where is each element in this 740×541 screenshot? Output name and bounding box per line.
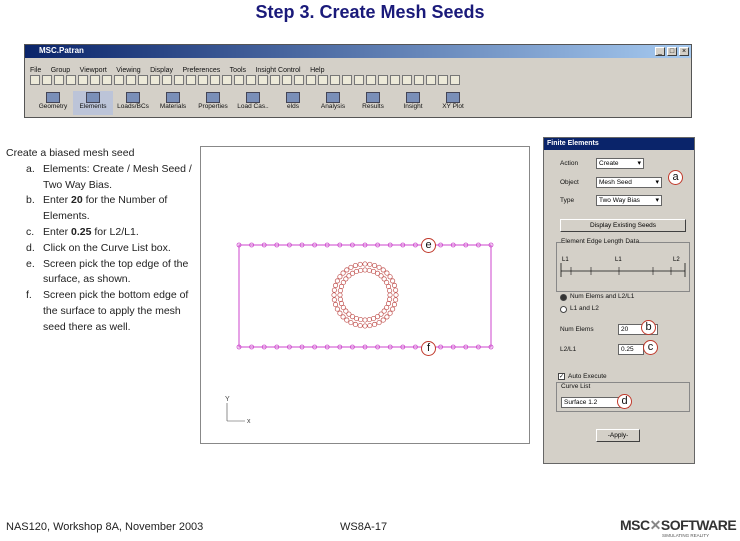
- hole-seed: [333, 302, 337, 306]
- app-load-cases[interactable]: [233, 91, 273, 115]
- hole-seed: [349, 320, 353, 324]
- app-label: Load Cas..: [237, 103, 269, 110]
- app-label: Loads/BCs: [117, 103, 149, 110]
- step-c: [6, 225, 196, 241]
- shrink-icon[interactable]: [366, 75, 376, 85]
- hole-seed: [354, 269, 358, 273]
- properties-icon: [206, 92, 220, 103]
- app-label: Properties: [198, 103, 228, 110]
- hole-seed: [381, 318, 385, 322]
- menu-tools[interactable]: Tools: [229, 67, 247, 74]
- step-letter: f.: [26, 289, 32, 302]
- app-label: Insight: [403, 103, 423, 110]
- instructions-lead: Create a biased mesh seed: [6, 147, 135, 159]
- hole-seed: [363, 318, 367, 322]
- instructions: [6, 146, 196, 336]
- app-label: Analysis: [320, 103, 346, 110]
- mesh-display-icon[interactable]: [330, 75, 340, 85]
- hole-seed: [385, 271, 389, 275]
- app-materials[interactable]: [153, 91, 193, 115]
- fields-icon: [286, 92, 300, 103]
- group-label: Element Edge Length Data: [561, 238, 640, 245]
- hole-seed: [390, 307, 394, 311]
- radio-num-elems-label: Num Elems and L2/L1: [570, 293, 635, 300]
- type-label: Type: [560, 197, 575, 204]
- copy-icon[interactable]: [78, 75, 88, 85]
- plot-erase-icon[interactable]: [306, 75, 316, 85]
- maximize-icon[interactable]: □: [667, 47, 677, 56]
- hole-seed: [392, 302, 396, 306]
- hole-seed: [338, 311, 342, 315]
- app-geometry[interactable]: [33, 91, 73, 115]
- app-elements[interactable]: [73, 91, 113, 115]
- hole-seed: [390, 279, 394, 283]
- xy-plot-icon: [446, 92, 460, 103]
- num-elems-label: Num Elems: [560, 326, 594, 333]
- hole-seed: [393, 288, 397, 292]
- app-fields[interactable]: [273, 91, 313, 115]
- hole-seed: [358, 262, 362, 266]
- step-text: Enter: [43, 194, 72, 207]
- axis-y-label: Y: [225, 396, 230, 403]
- display-existing-seeds-button[interactable]: Display Existing Seeds: [560, 219, 686, 232]
- menu-display[interactable]: Display: [150, 67, 174, 74]
- step-value: 20: [71, 194, 83, 207]
- hole-seed: [372, 322, 376, 326]
- hole-seed: [335, 307, 339, 311]
- patran-applications: [29, 91, 689, 117]
- callout-c: c: [643, 340, 658, 355]
- step-d: [6, 241, 196, 257]
- hole-seed: [387, 288, 391, 292]
- callout-b: b: [641, 320, 656, 335]
- curve-list-label: Curve List: [561, 383, 591, 390]
- zoom-in-icon[interactable]: [162, 75, 172, 85]
- ratio-label: L2/L1: [560, 346, 577, 353]
- radio-num-elems[interactable]: [560, 294, 567, 301]
- instructions-list: [6, 162, 196, 336]
- label-icon[interactable]: [282, 75, 292, 85]
- top-view-icon[interactable]: [210, 75, 220, 85]
- render-icon[interactable]: [390, 75, 400, 85]
- hole-seed: [358, 317, 362, 321]
- finite-elements-panel: [543, 137, 695, 464]
- hole-seed: [386, 284, 390, 288]
- step-text: Click on the Curve List box.: [43, 241, 171, 254]
- curve-list-input[interactable]: Surface 1.2: [561, 397, 629, 408]
- hole-seed: [363, 324, 367, 328]
- step-letter: d.: [26, 241, 35, 254]
- node-size-icon[interactable]: [294, 75, 304, 85]
- patran-menubar: [25, 59, 691, 74]
- logo-tagline: SIMULATING REALITY: [662, 533, 710, 538]
- hole-seed: [388, 293, 392, 297]
- auto-execute-label: Auto Execute: [568, 373, 607, 380]
- results-icon: [366, 92, 380, 103]
- menu-insight-control[interactable]: Insight Control: [255, 67, 301, 74]
- new-file-icon[interactable]: [30, 75, 40, 85]
- radio-l1-l2-label: L1 and L2: [570, 305, 599, 312]
- hole-seed: [394, 293, 398, 297]
- hole-seed: [385, 315, 389, 319]
- action-label: Action: [560, 160, 579, 167]
- light-icon[interactable]: [402, 75, 412, 85]
- zoom-out-icon[interactable]: [174, 75, 184, 85]
- step-text: Elements: Create / Mesh Seed / Two Way Bias.: [43, 162, 192, 191]
- edge-length-group: [556, 238, 690, 292]
- step-letter: e.: [26, 257, 35, 270]
- step-letter: a.: [26, 162, 35, 175]
- display-list-icon[interactable]: [414, 75, 424, 85]
- menu-preferences[interactable]: Preferences: [182, 67, 221, 74]
- mesh-seeds: [237, 243, 493, 349]
- hole-seed: [345, 268, 349, 272]
- elements-icon: [86, 92, 100, 103]
- hole-seed: [345, 318, 349, 322]
- step-text: for L2/L1.: [91, 225, 139, 238]
- hole-seed: [338, 288, 342, 292]
- load-cases-icon: [246, 92, 260, 103]
- step-b: [6, 193, 196, 225]
- hole-seed: [332, 288, 336, 292]
- materials-icon: [166, 92, 180, 103]
- bias-diagram: [557, 243, 689, 289]
- apply-button[interactable]: -Apply-: [596, 429, 640, 442]
- rotate-icon[interactable]: [138, 75, 148, 85]
- hole-seed: [358, 323, 362, 327]
- step-e: [6, 257, 196, 289]
- hole-seed: [333, 283, 337, 287]
- footer-course: NAS120, Workshop 8A, November 2003: [6, 521, 204, 533]
- step-text: for the Number of Elements.: [43, 194, 168, 223]
- hole-seed: [368, 262, 372, 266]
- callout-e: e: [421, 238, 436, 253]
- hole-seed: [353, 322, 357, 326]
- hole-seed: [372, 263, 376, 267]
- hole-seed: [388, 275, 392, 279]
- hole-seed: [338, 297, 342, 301]
- free-edges-icon[interactable]: [354, 75, 364, 85]
- refresh-icon[interactable]: [126, 75, 136, 85]
- misc-icon[interactable]: [438, 75, 448, 85]
- auto-execute-checkbox[interactable]: ✓: [559, 374, 565, 380]
- close-icon[interactable]: ×: [679, 47, 689, 56]
- pan-icon[interactable]: [150, 75, 160, 85]
- type-dropdown[interactable]: Two Way Bias ▾: [596, 195, 662, 206]
- hole-seed: [332, 298, 336, 302]
- show-all-icon[interactable]: [342, 75, 352, 85]
- diagram-l2-right: L2: [673, 257, 680, 263]
- front-view-icon[interactable]: [198, 75, 208, 85]
- view-corners-icon[interactable]: [318, 75, 328, 85]
- analysis-icon: [326, 92, 340, 103]
- panel-title: Finite Elements: [544, 138, 694, 150]
- hole-seed: [367, 268, 371, 272]
- callout-f: f: [421, 341, 436, 356]
- step-letter: c.: [26, 225, 35, 238]
- abort-icon[interactable]: [102, 75, 112, 85]
- diagram-l1-left: L1: [562, 257, 569, 263]
- num-elems-input[interactable]: 20: [618, 324, 658, 335]
- app-label: Geometry: [38, 103, 68, 110]
- hole-seed: [367, 317, 371, 321]
- slide-title: Step 3. Create Mesh Seeds: [255, 2, 485, 22]
- hole-mesh[interactable]: [332, 262, 398, 328]
- model-canvas[interactable]: [201, 147, 529, 443]
- patran-window: [24, 44, 692, 118]
- patran-titlebar: [25, 45, 691, 58]
- surface-outline[interactable]: [239, 245, 491, 347]
- preferences-icon[interactable]: [426, 75, 436, 85]
- graphics-viewport[interactable]: [200, 146, 530, 444]
- object-label: Object: [560, 179, 579, 186]
- hole-seed: [392, 283, 396, 287]
- msc-software-logo: [620, 513, 737, 541]
- hole-seed: [363, 262, 367, 266]
- hole-seed: [393, 298, 397, 302]
- open-file-icon[interactable]: [42, 75, 52, 85]
- menu-group[interactable]: Group: [50, 67, 71, 74]
- loads-icon: [126, 92, 140, 103]
- hole-seed: [339, 301, 343, 305]
- app-results[interactable]: [353, 91, 393, 115]
- fit-view-icon[interactable]: [186, 75, 196, 85]
- app-analysis[interactable]: [313, 91, 353, 115]
- app-properties[interactable]: [193, 91, 233, 115]
- step-a: [6, 162, 196, 194]
- menu-viewing[interactable]: Viewing: [116, 67, 141, 74]
- app-label: Results: [362, 103, 384, 110]
- step-value: 0.25: [71, 225, 92, 238]
- hole-seed: [338, 293, 342, 297]
- hole-seed: [377, 320, 381, 324]
- action-dropdown[interactable]: Create ▾: [596, 158, 644, 169]
- step-text: Screen pick the top edge of the surface, as shown.: [43, 257, 189, 286]
- color-icon[interactable]: [378, 75, 388, 85]
- app-insight[interactable]: [393, 91, 433, 115]
- hole-seed: [388, 311, 392, 315]
- radio-l1-l2[interactable]: [560, 306, 567, 313]
- hole-seed: [387, 297, 391, 301]
- app-loads-bcs[interactable]: [113, 91, 153, 115]
- callout-d: d: [617, 394, 632, 409]
- hole-seed: [341, 315, 345, 319]
- callout-a: a: [668, 170, 683, 185]
- app-label: XY Plot: [442, 103, 464, 110]
- hole-seed: [349, 265, 353, 269]
- axis-x-label: x: [247, 418, 251, 425]
- step-text: Screen pick the bottom edge of the surface to apply the mesh seed there as well.: [43, 289, 189, 333]
- hole-seed: [341, 271, 345, 275]
- menu-file[interactable]: File: [30, 67, 42, 74]
- iso-view-icon[interactable]: [234, 75, 244, 85]
- minimize-icon[interactable]: _: [655, 47, 665, 56]
- step-f: [6, 288, 196, 335]
- hole-seed: [332, 293, 336, 297]
- hole-seed: [371, 316, 375, 320]
- hole-seed: [338, 275, 342, 279]
- step-letter: b.: [26, 194, 35, 207]
- hole-seed: [368, 323, 372, 327]
- patran-toolbar: [29, 73, 689, 89]
- menu-help[interactable]: Help: [310, 67, 325, 74]
- insight-icon: [406, 92, 420, 103]
- smooth-shade-icon[interactable]: [270, 75, 280, 85]
- footer-page-number: WS8A-17: [340, 521, 388, 533]
- reset-graphics-icon[interactable]: [114, 75, 124, 85]
- ratio-input[interactable]: 0.25: [618, 344, 644, 355]
- app-label: Materials: [159, 103, 187, 110]
- help-icon[interactable]: [450, 75, 460, 85]
- hidden-line-icon[interactable]: [258, 75, 268, 85]
- hole-seed: [381, 268, 385, 272]
- hole-seed: [353, 263, 357, 267]
- logo-brand: MSC✕SOFTWARE: [620, 517, 737, 533]
- print-icon[interactable]: [66, 75, 76, 85]
- save-icon[interactable]: [54, 75, 64, 85]
- side-view-icon[interactable]: [222, 75, 232, 85]
- diagram-l1-mid: L1: [615, 257, 622, 263]
- object-dropdown[interactable]: Mesh Seed ▾: [596, 177, 662, 188]
- hole-seed: [377, 265, 381, 269]
- app-label: Elements: [79, 103, 107, 110]
- geometry-icon: [46, 92, 60, 103]
- hole-seed: [335, 279, 339, 283]
- hole-seed: [363, 268, 367, 272]
- menu-viewport[interactable]: Viewport: [79, 67, 107, 74]
- app-xy-plot[interactable]: [433, 91, 473, 115]
- step-text: Enter: [43, 225, 72, 238]
- app-label: elds: [287, 103, 299, 110]
- wireframe-icon[interactable]: [246, 75, 256, 85]
- undo-icon[interactable]: [90, 75, 100, 85]
- patran-title: MSC.Patran: [39, 46, 84, 55]
- hole-seed: [358, 268, 362, 272]
